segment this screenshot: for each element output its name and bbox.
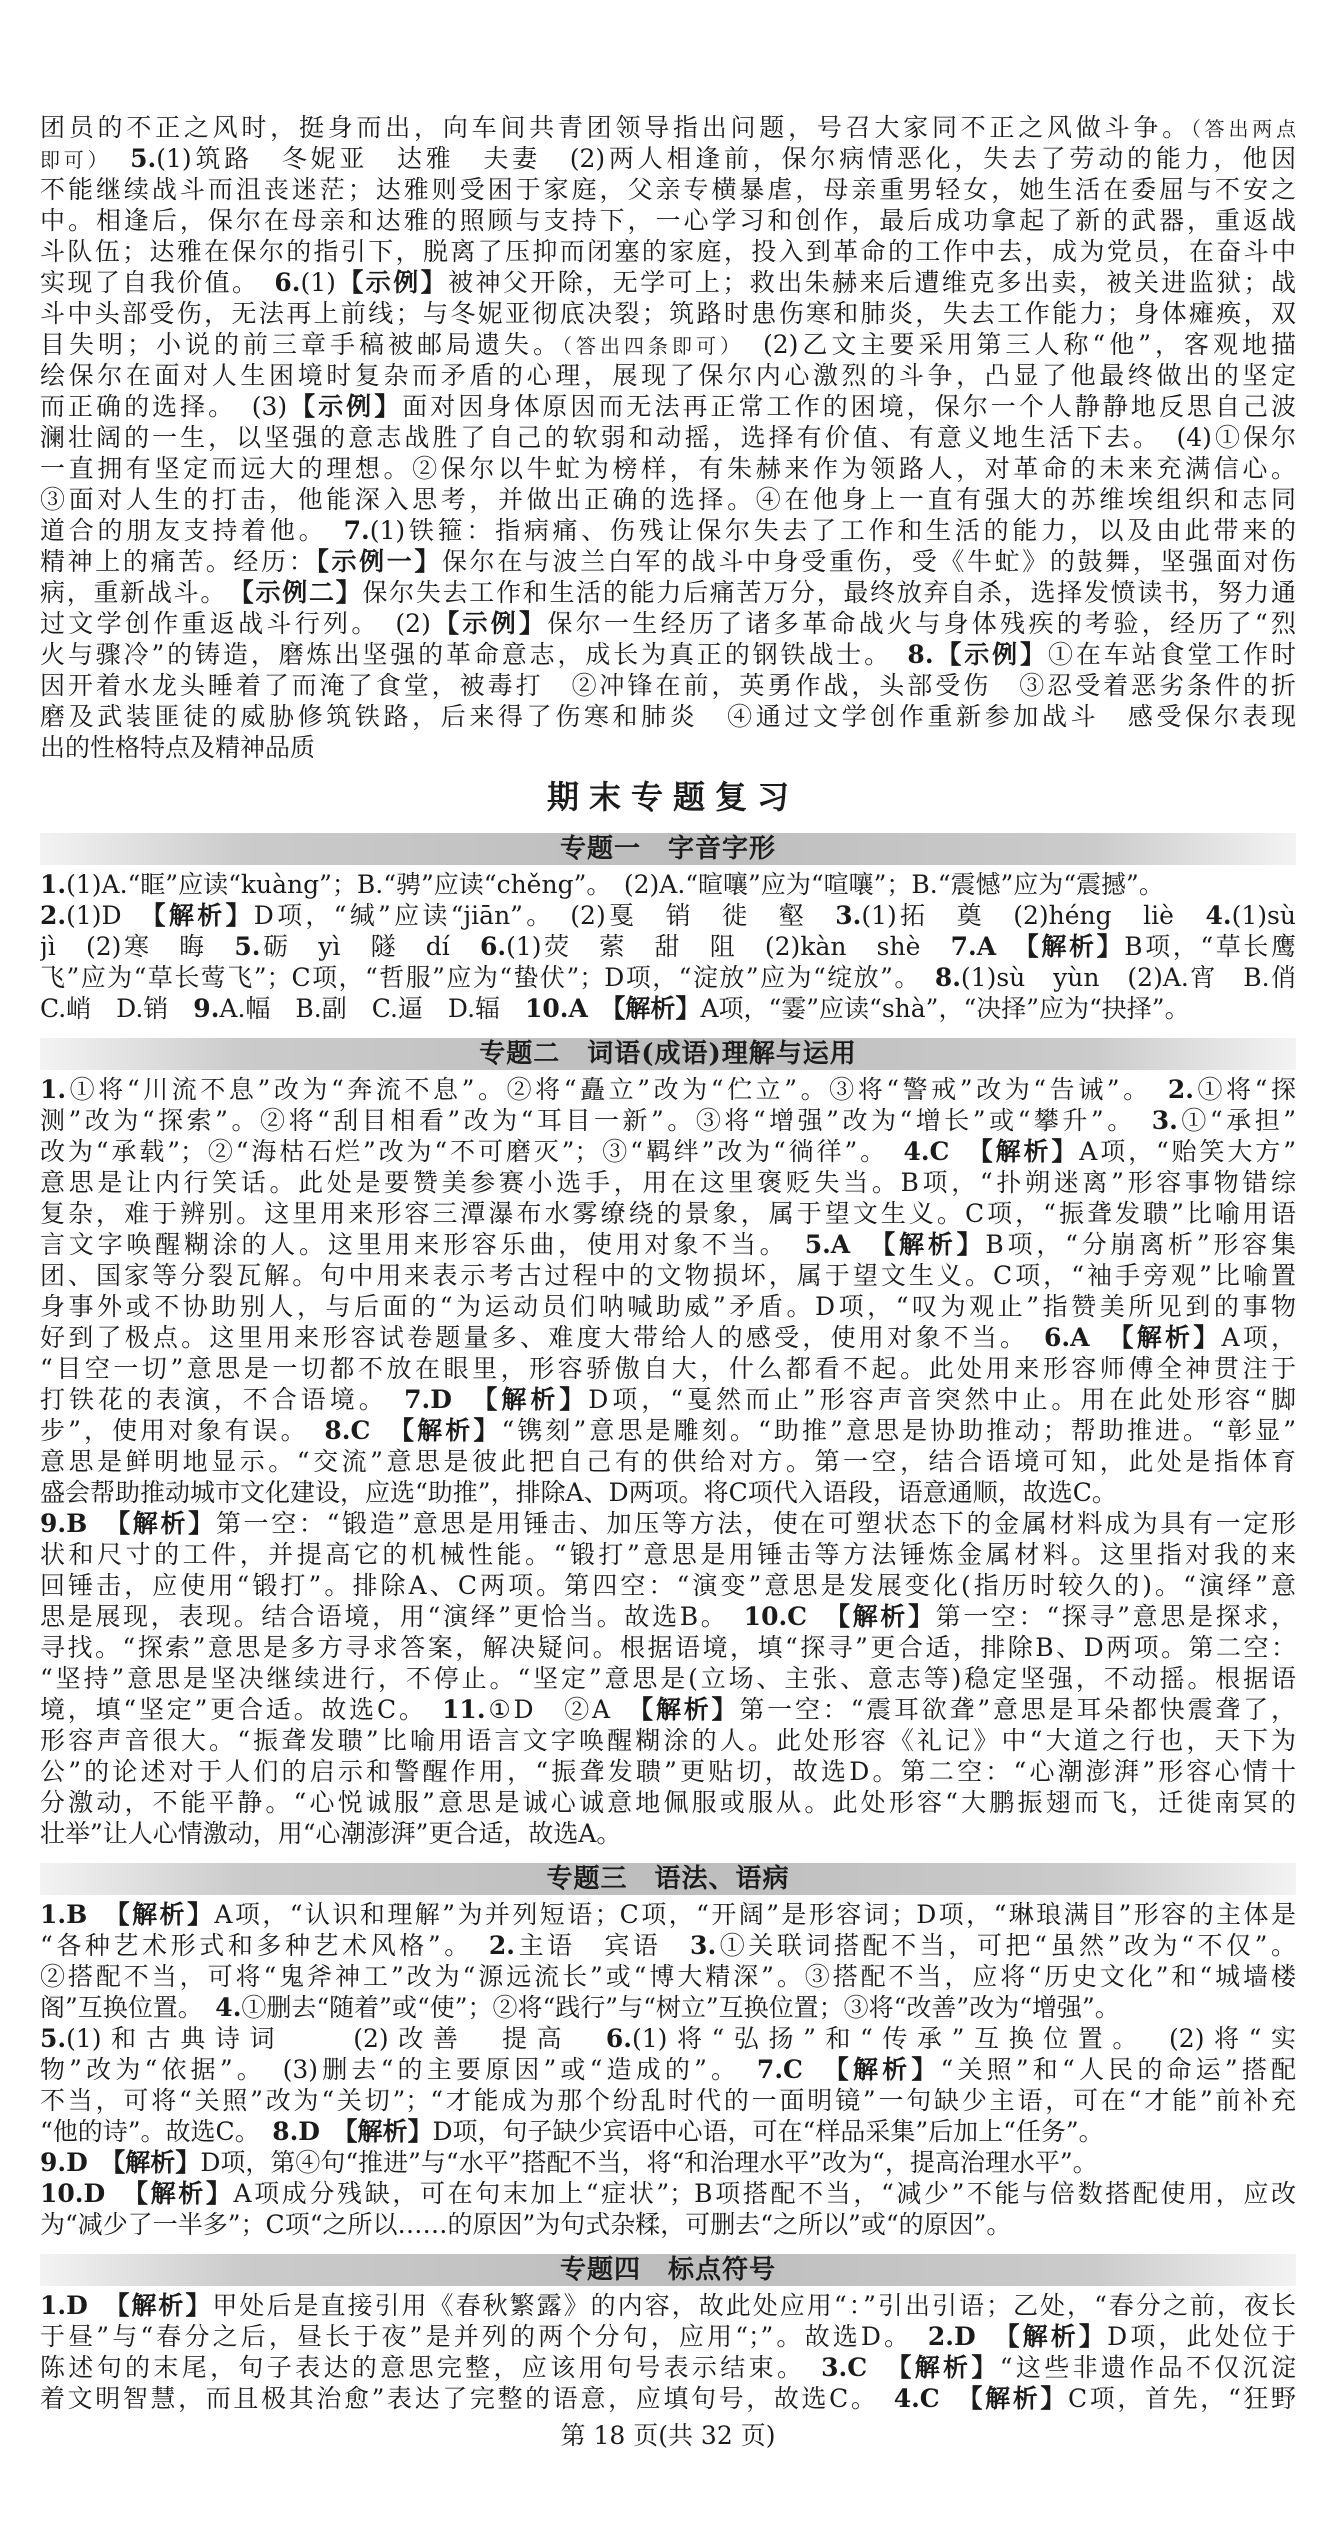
text-line: 团员的不正之风时，挺身而出，向车间共青团领导指出问题，号召大家同不正之风做斗争。（答出两点 bbox=[40, 113, 1296, 142]
text-line: 壮举”让人心情激动，用“心潮澎湃”更合适，故选A。 bbox=[40, 1819, 622, 1848]
topic-banner: 专题三 语法、语病 bbox=[40, 1863, 1296, 1895]
text-line: 实现了自我价值。 6.(1)【示例】被神父开除，无学可上；救出朱赫来后遭维克多出卖，被关进监狱；战 bbox=[40, 268, 1296, 297]
answer-paragraph bbox=[40, 1899, 1296, 2023]
text-line: 目失明；小说的前三章手稿被邮局遗失。（答出四条即可） (2)乙文主要采用第三人称“他”，客观地描 bbox=[40, 330, 1296, 359]
text-line: 阁”互换位置。 4.①删去“随着”或“使”；②将“践行”与“树立”互换位置；③将“改善”改为“增强”。 bbox=[40, 1993, 1120, 2022]
text-line: 言文字唤醒糊涂的人。这里用来形容乐曲，使用对象不当。 5.A 【解析】B项，“分崩离析”形容集 bbox=[40, 1230, 1296, 1259]
answer-paragraph bbox=[40, 2147, 1296, 2178]
topic-answers bbox=[40, 869, 1296, 1024]
text-line: 澜壮阔的一生，以坚强的意志战胜了自己的软弱和动摇，选择有价值、有意义地生活下去。 (4)①保尔 bbox=[40, 423, 1296, 452]
text-line: ②搭配不当，可将“鬼斧神工”改为“源远流长”或“博大精深”。③搭配不当，应将“历史文化”和“城墙楼 bbox=[40, 1962, 1296, 1991]
topic-section bbox=[40, 1863, 1296, 2240]
text-line: “他的诗”。故选C。 8.D 【解析】D项，句子缺少宾语中心语，可在“样品采集”后加上“任务”。 bbox=[40, 2117, 1104, 2146]
topic-section bbox=[40, 833, 1296, 1024]
answer-paragraph bbox=[40, 1508, 1296, 1849]
text-line: 9.D 【解析】D项，第④句“推进”与“水平”搭配不当，将“和治理水平”改为“，提高治理水平”。 bbox=[40, 2148, 1098, 2177]
text-line: 测”改为“探索”。②将“刮目相看”改为“耳目一新”。③将“增强”改为“增长”或“攀升”。 3.①“承担” bbox=[40, 1106, 1296, 1135]
text-line: 复杂，难于辨别。这里用来形容三潭瀑布水雾缭绕的景象，属于望文生义。C项，“振聋发聩”比喻用语 bbox=[40, 1199, 1296, 1228]
text-line: ③面对人生的打击，他能深入思考，并做出正确的选择。④在他身上一直有强大的苏维埃组织和志同 bbox=[40, 485, 1296, 514]
text-line: 步”，使用对象有误。 8.C 【解析】“镌刻”意思是雕刻。“助推”意思是协助推动；帮助推进。“彰显” bbox=[40, 1416, 1296, 1445]
topic-answers bbox=[40, 1074, 1296, 1849]
text-line: 一直拥有坚定而远大的理想。②保尔以牛虻为榜样，有朱赫来作为领路人，对革命的未来充满信心。 bbox=[40, 454, 1296, 483]
text-line: 中。相逢后，保尔在母亲和达雅的照顾与支持下，一心学习和创作，最后成功拿起了新的武器，重返战 bbox=[40, 206, 1296, 235]
text-line: 身事外或不协助别人，与后面的“为运动员们呐喊助威”矛盾。D项，“叹为观止”指赞美所见到的事物 bbox=[40, 1292, 1296, 1321]
text-line: 形容声音很大。“振聋发聩”比喻用语言文字唤醒糊涂的人。此处形容《礼记》中“大道之行也，天下为 bbox=[40, 1726, 1296, 1755]
text-line: 1.B 【解析】A项，“认识和理解”为并列短语；C项，“开阔”是形容词；D项，“琳琅满目”形容的主体是 bbox=[40, 1900, 1296, 1929]
text-line: 过文学创作重返战斗行列。 (2)【示例】保尔一生经历了诸多革命战火与身体残疾的考验，经历了“烈 bbox=[40, 609, 1296, 638]
text-line: 意思是让内行笑话。此处是要赞美参赛小选手，用在这里褒贬失当。B项，“扑朔迷离”形容事物错综 bbox=[40, 1168, 1296, 1197]
text-line: “各种艺术形式和多种艺术风格”。 2.主语 宾语 3.①关联词搭配不当，可把“虽然”改为“不仅”。 bbox=[40, 1931, 1296, 1960]
text-line: 打铁花的表演，不合语境。 7.D 【解析】D项，“戛然而止”形容声音突然中止。用在此处形容“脚 bbox=[40, 1385, 1296, 1414]
answer-paragraph bbox=[40, 1074, 1296, 1508]
text-line: 而正确的选择。 (3)【示例】面对因身体原因而无法再正常工作的困境，保尔一个人静静地反思自己波 bbox=[40, 392, 1296, 421]
text-line: 火与骤冷”的铸造，磨炼出坚强的革命意志，成长为真正的钢铁战士。 8.【示例】①在车站食堂工作时 bbox=[40, 640, 1296, 669]
topic-banner: 专题四 标点符号 bbox=[40, 2254, 1296, 2286]
topic-banner: 专题一 字音字形 bbox=[40, 833, 1296, 865]
text-line: 因开着水龙头睡着了而淹了食堂，被毒打 ②冲锋在前，英勇作战，头部受伤 ③忍受着恶劣条件的折 bbox=[40, 671, 1296, 700]
text-line: 不当，可将“关照”改为“关切”；“才能成为那个纷乱时代的一面明镜”一句缺少主语，可在“才能”前补充 bbox=[40, 2086, 1296, 2115]
text-line: 5.(1)和古典诗词 (2)改善 提高 6.(1)将“弘扬”和“传承”互换位置。 (2)将“实 bbox=[40, 2024, 1296, 2053]
answer-paragraph bbox=[40, 2023, 1296, 2147]
topic-answers bbox=[40, 1899, 1296, 2240]
text-line: 意思是鲜明地显示。“交流”意思是彼此把自己有的供给对方。第一空，结合语境可知，此处是指体育 bbox=[40, 1447, 1296, 1476]
text-line: 病，重新战斗。 【示例二】保尔失去工作和生活的能力后痛苦万分，最终放弃自杀，选择发愤读书，努力通 bbox=[40, 578, 1296, 607]
text-line: 公”的论述对于人们的启示和警醒作用，“振聋发聩”更贴切，故选D。第二空：“心潮澎湃”形容心情十 bbox=[40, 1757, 1296, 1786]
text-line: 精神上的痛苦。经历：【示例一】保尔在与波兰白军的战斗中身受重伤，受《牛虻》的鼓舞，坚强面对伤 bbox=[40, 547, 1296, 576]
text-line: 出的性格特点及精神品质 bbox=[40, 733, 316, 762]
topic-section bbox=[40, 2254, 1296, 2414]
text-line: 物”改为“依据”。 (3)删去“的主要原因”或“造成的”。 7.C 【解析】“关照”和“人民的命运”搭配 bbox=[40, 2055, 1296, 2084]
text-line: 陈述句的末尾，句子表达的意思完整，应该用句号表示结束。 3.C 【解析】“这些非遗作品不仅沉淀 bbox=[40, 2353, 1296, 2382]
answer-paragraph bbox=[40, 2290, 1296, 2414]
text-line: jì (2)寒 晦 5.砺 yì 隧 dí 6.(1)荧 萦 甜 阻 (2)kàn shè 7.A 【解析】B项，“草长鹰 bbox=[40, 932, 1296, 961]
text-line: 状和尺寸的工件，并提高它的机械性能。“锻打”意思是用锤击等方法锤炼金属材料。这里指对我的来 bbox=[40, 1540, 1296, 1569]
text-line: 即可） 5.(1)筑路 冬妮亚 达雅 夫妻 (2)两人相逢前，保尔病情恶化，失去了劳动的能力，他因 bbox=[40, 144, 1296, 173]
text-line: “坚持”意思是坚决继续进行，不停止。“坚定”意思是(立场、主张、意志等)稳定坚强，不动摇。根据语 bbox=[40, 1664, 1296, 1693]
answer-paragraph bbox=[40, 900, 1296, 1024]
text-line: 1.①将“川流不息”改为“奔流不息”。②将“矗立”改为“伫立”。③将“警戒”改为“告诫”。 2.①将“探 bbox=[40, 1075, 1296, 1104]
review-title: 期末专题复习 bbox=[546, 778, 799, 816]
text-line: 1.D 【解析】甲处后是直接引用《春秋繁露》的内容，故此处应用“：”引出引语；乙处，“春分之前，夜长 bbox=[40, 2291, 1296, 2320]
page-footer: 第 18 页(共 32 页) bbox=[560, 2421, 776, 2450]
text-line: 回锤击，应使用“锻打”。排除A、C两项。第四空：“演变”意思是发展变化(指历时较久的)。“演绎”意 bbox=[40, 1571, 1296, 1600]
text-line: 分激动，不能平静。“心悦诚服”意思是诚心诚意地佩服或服从。此处形容“大鹏振翅而飞，迁徙南冥的 bbox=[40, 1788, 1296, 1817]
text-line: “目空一切”意思是一切都不放在眼里，形容骄傲自大，什么都看不起。此处用来形容师傅全神贯注于 bbox=[40, 1354, 1296, 1383]
text-line: 改为“承载”；②“海枯石烂”改为“不可磨灭”；③“羁绊”改为“徜徉”。 4.C 【解析】A项，“贻笑大方” bbox=[40, 1137, 1296, 1166]
text-line: 团、国家等分裂瓦解。句中用来表示考古过程中的文物损坏，属于望文生义。C项，“袖手旁观”比喻置 bbox=[40, 1261, 1296, 1290]
text-line: 着文明智慧，而且极其治愈”表达了完整的语意，应填句号，故选C。 4.C 【解析】C项，首先，“狂野 bbox=[40, 2384, 1296, 2413]
text-line: 斗中头部受伤，无法再上前线；与冬妮亚彻底决裂；筑路时患伤寒和肺炎，失去工作能力；身体瘫痪，双 bbox=[40, 299, 1296, 328]
text-line: 盛会帮助推动城市文化建设，应选“助推”，排除A、D两项。将C项代入语段，语意通顺，故选C。 bbox=[40, 1478, 1117, 1507]
topic-answers bbox=[40, 2290, 1296, 2414]
text-line: 飞”应为“草长莺飞”；C项，“哲服”应为“蛰伏”；D项，“淀放”应为“绽放”。 8.(1)sù yùn (2)A.宵 B.俏 bbox=[40, 963, 1296, 992]
text-line: 绘保尔在面对人生困境时复杂而矛盾的心理，展现了保尔内心激烈的斗争，凸显了他最终做出的坚定 bbox=[40, 361, 1296, 390]
text-line: 2.(1)D 【解析】D项，“缄”应读“jiān”。 (2)戛 销 徙 壑 3.(1)拓 奠 (2)héng liè 4.(1)sù bbox=[40, 901, 1296, 930]
text-line: 9.B 【解析】第一空：“锻造”意思是用锤击、加压等方法，使在可塑状态下的金属材料成为具有一定形 bbox=[40, 1509, 1296, 1538]
text-line: C.峭 D.销 9.A.幅 B.副 C.逼 D.辐 10.A 【解析】A项，“霎”应读“shà”，“决择”应为“抉择”。 bbox=[40, 994, 1190, 1023]
text-line: 斗队伍；达雅在保尔的指引下，脱离了压抑而闭塞的家庭，投入到革命的工作中去，成为党员，在奋斗中 bbox=[40, 237, 1296, 266]
answer-paragraph bbox=[40, 112, 1296, 763]
continued-answers bbox=[40, 112, 1296, 763]
topic-section bbox=[40, 1038, 1296, 1849]
text-line: 境，填“坚定”更合适。故选C。 11.①D ②A 【解析】第一空：“震耳欲聋”意思是耳朵都快震聋了， bbox=[40, 1695, 1296, 1724]
page-content bbox=[40, 112, 1296, 2452]
text-line: 道合的朋友支持着他。 7.(1)铁箍：指病痛、伤残让保尔失去了工作和生活的能力，以及由此带来的 bbox=[40, 516, 1296, 545]
answer-paragraph bbox=[40, 869, 1296, 900]
text-line: 10.D 【解析】A项成分残缺，可在句末加上“症状”；B项搭配不当，“减少”不能与倍数搭配使用，应改 bbox=[40, 2179, 1296, 2208]
topic-banner: 专题二 词语(成语)理解与运用 bbox=[40, 1038, 1296, 1070]
answer-paragraph bbox=[40, 2178, 1296, 2240]
text-line: 1.(1)A.“眶”应读“kuàng”；B.“骋”应读“chěng”。 (2)A.“暄嚷”应为“喧嚷”；B.“震憾”应为“震撼”。 bbox=[40, 870, 1164, 899]
text-line: 思是展现，表现。结合语境，用“演绎”更恰当。故选B。 10.C 【解析】第一空：“探寻”意思是探求， bbox=[40, 1602, 1296, 1631]
text-line: 为“减少了一半多”；C项“之所以……的原因”为句式杂糅，可删去“之所以”或“的原因”。 bbox=[40, 2210, 1012, 2239]
text-line: 于昼”与“春分之后，昼长于夜”是并列的两个分句，应用“；”。故选D。 2.D 【解析】D项，此处位于 bbox=[40, 2322, 1296, 2351]
text-line: 磨及武装匪徒的威胁修筑铁路，后来得了伤寒和肺炎 ④通过文学创作重新参加战斗 感受保尔表现 bbox=[40, 702, 1296, 731]
text-line: 好到了极点。这里用来形容试卷题量多、难度大带给人的感受，使用对象不当。 6.A 【解析】A项， bbox=[40, 1323, 1296, 1352]
topic-list bbox=[40, 833, 1296, 2414]
text-line: 不能继续战斗而沮丧迷茫；达雅则受困于家庭，父亲专横暴虐，母亲重男轻女，她生活在委屈与不安之 bbox=[40, 175, 1296, 204]
text-line: 寻找。“探索”意思是多方寻求答案，解决疑问。根据语境，填“探寻”更合适，排除B、D两项。第二空： bbox=[40, 1633, 1296, 1662]
